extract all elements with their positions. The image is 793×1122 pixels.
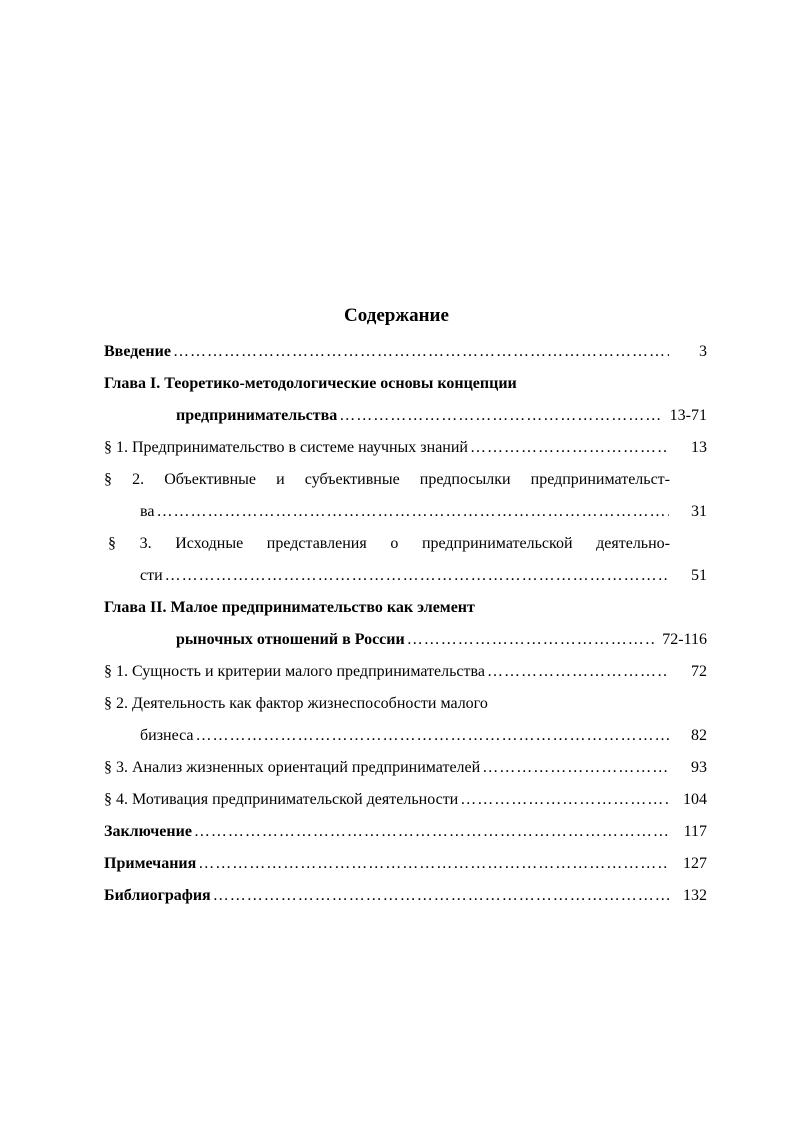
- toc-entry-label: Библиография: [104, 887, 211, 904]
- toc-page-number: 72-116: [662, 631, 707, 648]
- leader-dots: [213, 884, 669, 908]
- toc-entry-section-1-3: [140, 564, 707, 588]
- toc-section-1-3-line1: § 3. Исходные представления о предпринимательской деятельно-: [108, 535, 670, 552]
- toc-entry-label: § 3. Анализ жизненных ориентаций предпринимателей: [104, 759, 481, 776]
- toc-chapter-label: Глава I. Теоретико-методологические основы концепции: [104, 375, 517, 392]
- leader-dots: [487, 660, 669, 684]
- leader-dots: [407, 628, 655, 652]
- toc-entry-label: Примечания: [104, 855, 197, 872]
- leader-dots: [198, 852, 669, 876]
- leader-dots: [339, 404, 661, 428]
- leader-dots: [460, 788, 669, 812]
- leader-dots: [173, 340, 669, 364]
- toc-page-number: 3: [699, 343, 707, 360]
- toc-entry-label: ва: [140, 503, 155, 520]
- toc-page-number: 82: [691, 727, 707, 744]
- toc-entry-label: § 1. Сущность и критерии малого предпринимательства: [104, 663, 485, 680]
- toc-section-2-2-line1: § 2. Деятельность как фактор жизнеспособности малого: [104, 695, 488, 712]
- toc-page-number: 117: [683, 823, 707, 840]
- toc-entry-label: Введение: [104, 343, 171, 360]
- toc-section-1-2-line1: § 2. Объективные и субъективные предпосылки предпринимательст-: [104, 471, 670, 488]
- toc-page-number: 31: [691, 503, 707, 520]
- toc-entry-label: предпринимательства: [176, 407, 338, 424]
- leader-dots: [156, 500, 669, 524]
- toc-entry-chapter2: [176, 628, 707, 652]
- toc-page-number: 104: [683, 791, 707, 808]
- toc-entry-section-2-4: [104, 788, 707, 812]
- toc-entry-section-2-2: [140, 724, 707, 748]
- toc-entry-section-1-1: [104, 436, 707, 460]
- toc-entry-section-2-3: [104, 756, 707, 780]
- toc-entry-label: § 4. Мотивация предпринимательской деятельности: [104, 791, 459, 808]
- toc-entry-label: бизнеса: [140, 727, 194, 744]
- toc-entry-label: Заключение: [104, 823, 192, 840]
- toc-entry-section-1-2: [140, 500, 707, 524]
- toc-chapter2-heading: [104, 596, 707, 620]
- leader-dots: [482, 756, 669, 780]
- toc-chapter1-heading: [104, 372, 707, 396]
- toc-page-number: 51: [691, 567, 707, 584]
- toc-entry-label: сти: [140, 567, 163, 584]
- toc-title: Содержание: [344, 305, 449, 326]
- toc-chapter-label: Глава II. Малое предпринимательство как элемент: [104, 599, 475, 616]
- toc-entry-notes: [104, 852, 707, 876]
- toc-page-number: 13-71: [669, 407, 707, 424]
- leader-dots: [470, 436, 669, 460]
- toc-page-number: 72: [691, 663, 707, 680]
- toc-entry-section-2-1: [104, 660, 707, 684]
- toc-page-number: 127: [683, 855, 707, 872]
- toc-page-number: 93: [691, 759, 707, 776]
- leader-dots: [165, 564, 669, 588]
- leader-dots: [195, 724, 669, 748]
- toc-entry-label: § 1. Предпринимательство в системе научных знаний: [104, 439, 468, 456]
- toc-page-number: 13: [691, 439, 707, 456]
- toc-page-number: 132: [683, 887, 707, 904]
- toc-entry-conclusion: [104, 820, 707, 844]
- toc-entry-bibliography: [104, 884, 707, 908]
- toc-entry-chapter1: [176, 404, 707, 428]
- leader-dots: [194, 820, 669, 844]
- toc-entry-intro: [104, 340, 707, 364]
- toc-entry-label: рыночных отношений в России: [176, 631, 405, 648]
